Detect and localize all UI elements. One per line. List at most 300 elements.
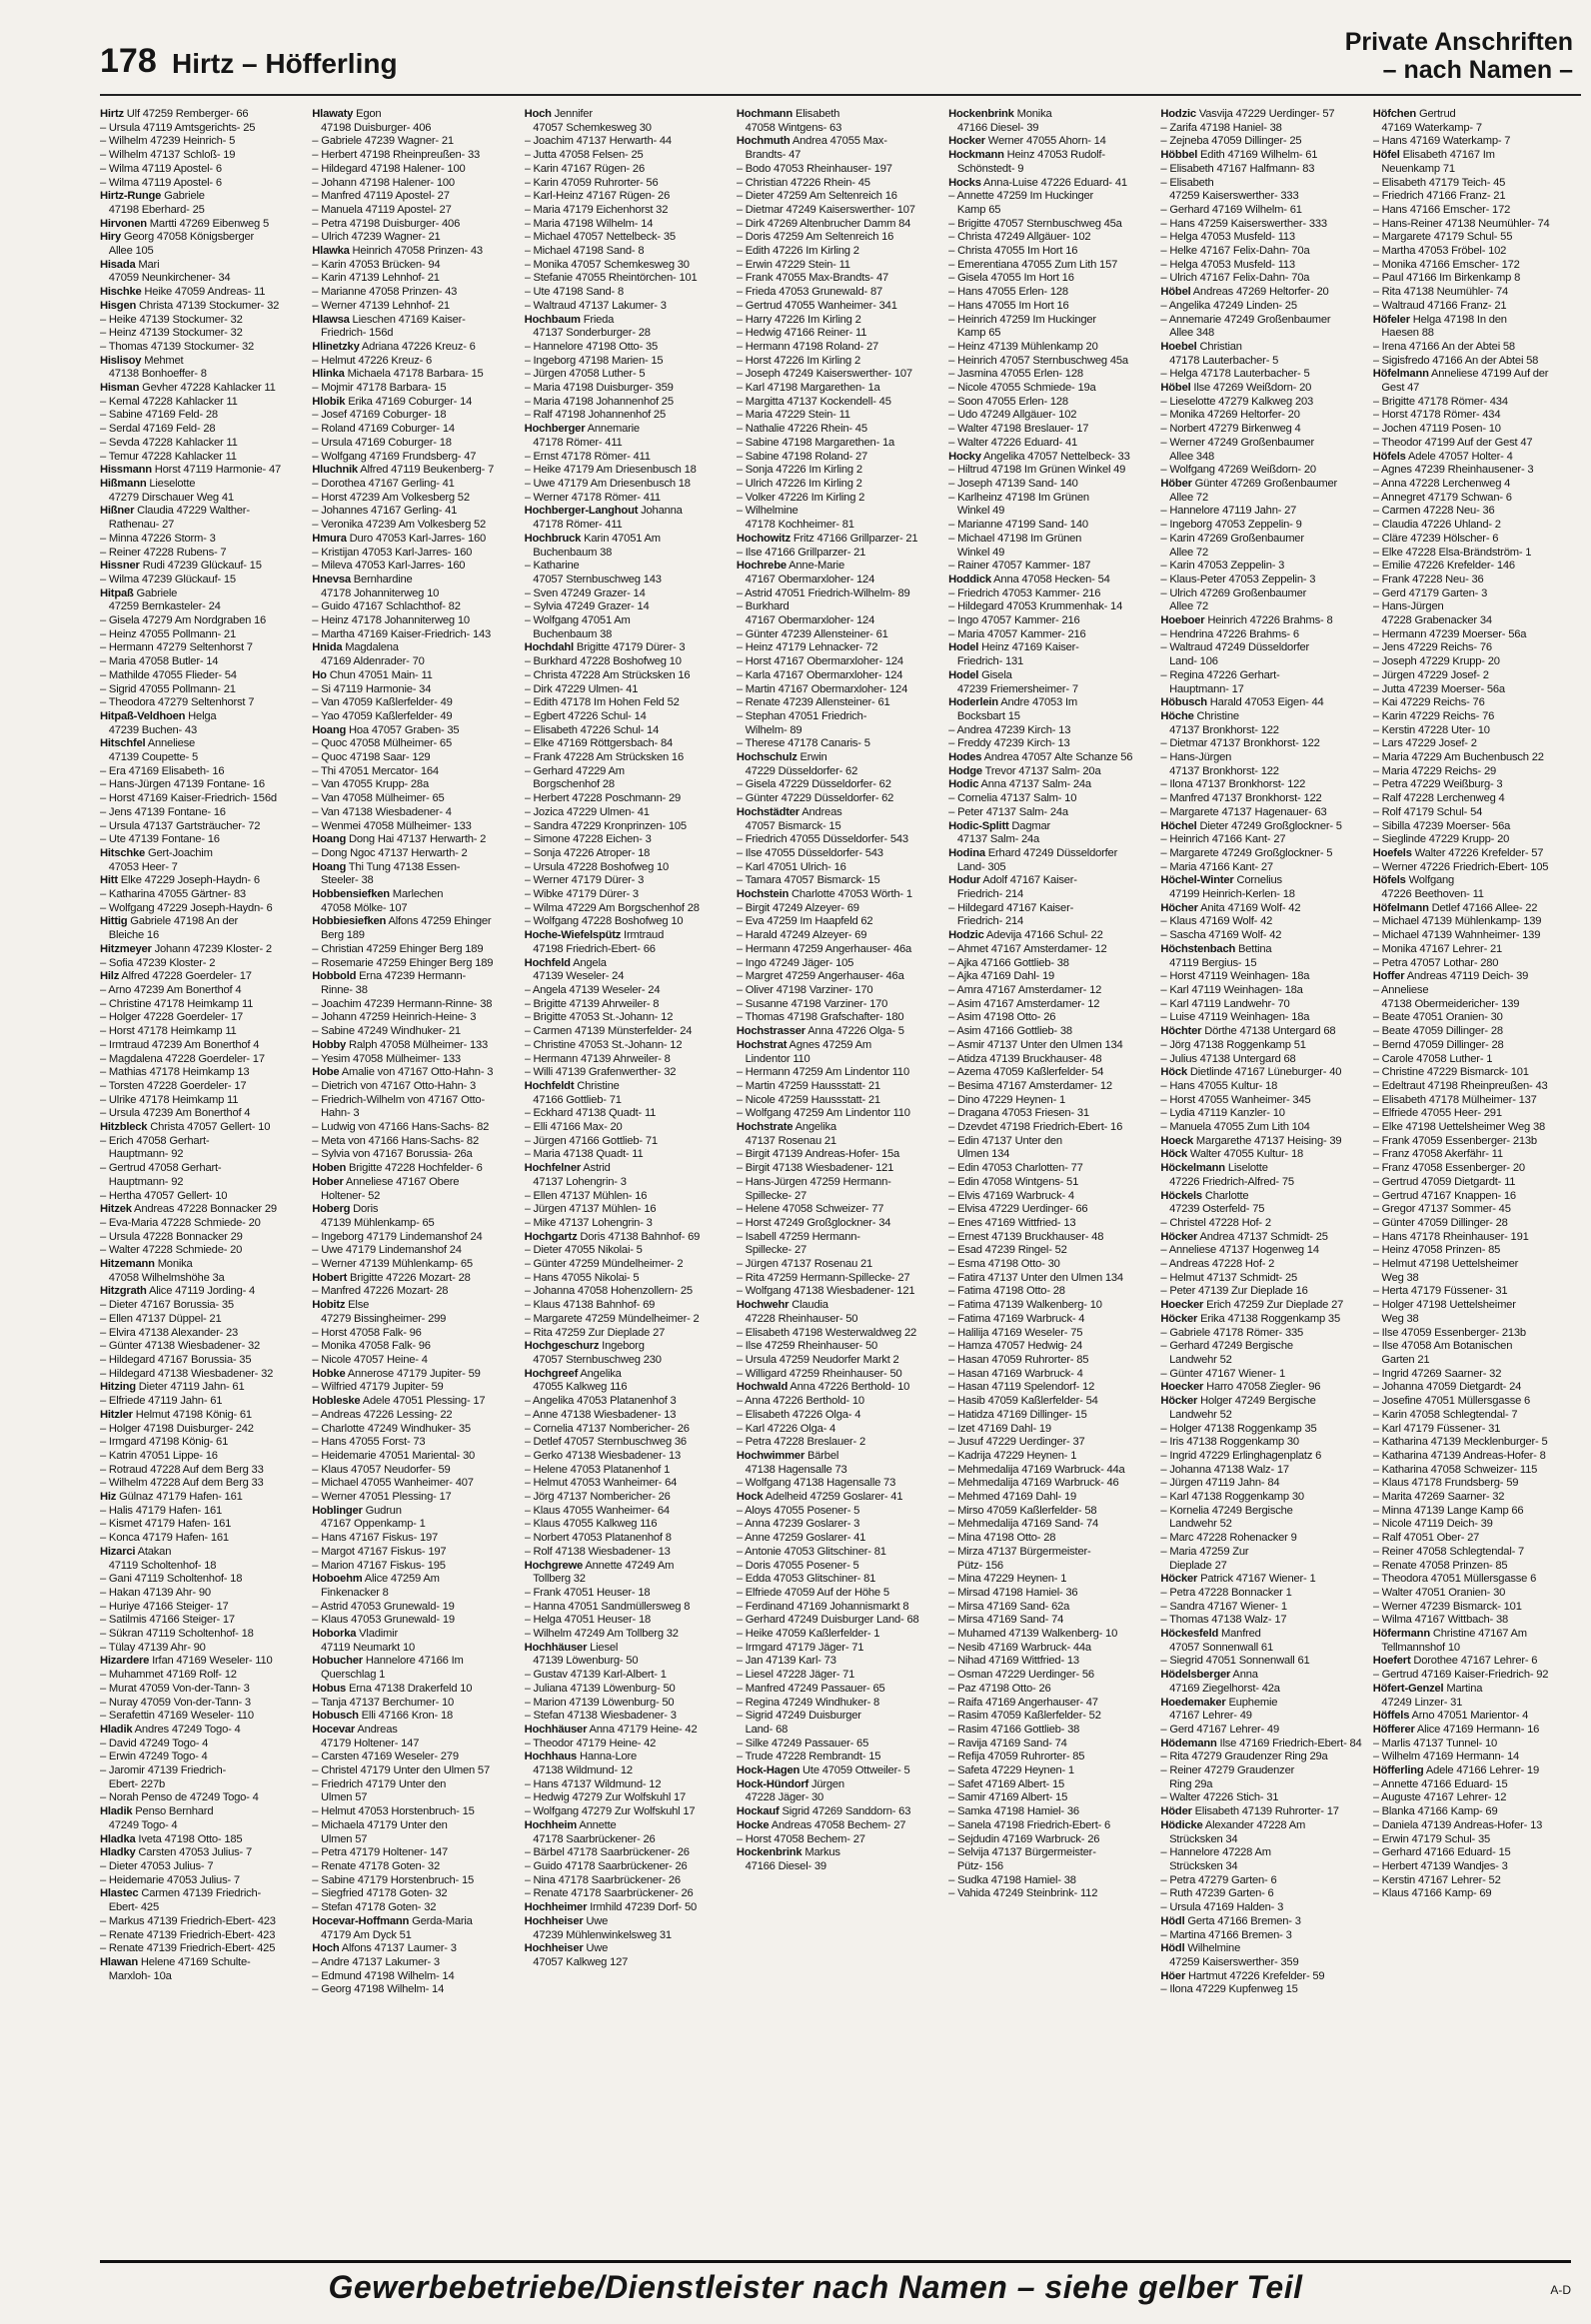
- directory-entry: – Heinz 47058 Prinzen- 85: [1372, 1244, 1501, 1257]
- directory-entry: – Renate 47139 Friedrich-Ebert- 425: [100, 1942, 276, 1955]
- directory-entry: – Elfriede 47119 Jahn- 61: [100, 1395, 223, 1408]
- directory-entry: – Nuray 47059 Von-der-Tann- 3: [100, 1696, 251, 1709]
- directory-entry: Hochdahl Brigitte 47179 Dürer- 3: [524, 641, 686, 654]
- section-subtitle: – nach Namen –: [1382, 56, 1573, 84]
- directory-entry: Hochgartz Doris 47138 Bahnhof- 69: [524, 1230, 701, 1243]
- directory-entry: Hitschke Gert-Joachim: [100, 846, 213, 859]
- directory-entry: Hobbold Erna 47239 Hermann-: [312, 970, 467, 983]
- directory-entry: Hlinetzky Adriana 47226 Kreuz- 6: [312, 340, 476, 353]
- directory-entry: – Irena 47166 An der Abtei 58: [1372, 340, 1515, 353]
- directory-entry: Hoch Alfons 47137 Laumer- 3: [312, 1942, 457, 1955]
- directory-entry: – Lieselotte 47279 Kalkweg 203: [1160, 395, 1314, 408]
- directory-entry: Buchenbaum 38: [524, 546, 613, 559]
- directory-entry: Hochfeldt Christine: [524, 1079, 620, 1092]
- directory-entry: – Jaromir 47139 Friedrich-: [100, 1764, 226, 1777]
- directory-entry: – Kerstin 47167 Lehrer- 52: [1372, 1873, 1501, 1886]
- directory-entry: – Jens 47139 Fontane- 16: [100, 805, 226, 818]
- directory-entry: – Günter 47167 Wiener- 1: [1160, 1367, 1285, 1380]
- directory-entry: – Eva 47259 Im Haapfeld 62: [736, 915, 873, 928]
- directory-entry: – Vahida 47249 Steinbrink- 112: [948, 1887, 1098, 1900]
- directory-entry: – Friedrich-Wilhelm von 47167 Otto-: [312, 1093, 485, 1106]
- directory-entry: – Petra 47228 Bonnacker 1: [1160, 1586, 1292, 1599]
- directory-entry: – Sükran 47119 Scholtenhof- 18: [100, 1628, 254, 1641]
- directory-entry: – Dirk 47229 Ulmen- 41: [524, 682, 639, 695]
- directory-entry: – Martina 47166 Bremen- 3: [1160, 1928, 1292, 1941]
- directory-entry: – Annegret 47179 Schwan- 6: [1372, 491, 1512, 504]
- directory-entry: – Willi 47139 Grafenwerther- 32: [524, 1066, 677, 1079]
- directory-entry: – Wolfgang 47228 Boshofweg 10: [524, 915, 684, 928]
- directory-entry: – Rita 47279 Graudenzer Ring 29a: [1160, 1750, 1328, 1763]
- directory-entry: – Elvis 47169 Warbruck- 4: [948, 1189, 1074, 1202]
- directory-entry: – Uwe 47179 Lindemanshof 24: [312, 1244, 462, 1257]
- directory-entry: – Werner 47249 Großenbaumer: [1160, 436, 1315, 449]
- directory-entry: – Ingo 47249 Jäger- 105: [736, 956, 854, 969]
- directory-entry: Hlawsa Lieschen 47169 Kaiser-: [312, 313, 466, 326]
- directory-entry: – Günter 47138 Wiesbadener- 32: [100, 1340, 261, 1353]
- directory-entry: Holtener- 52: [312, 1189, 381, 1202]
- section-title: Private Anschriften: [1344, 28, 1573, 56]
- directory-entry: – Asmir 47137 Unter den Ulmen 134: [948, 1038, 1123, 1051]
- directory-entry: 47137 Bronkhorst- 122: [1160, 723, 1279, 736]
- directory-entry: – Mehmed 47169 Dahl- 19: [948, 1491, 1077, 1504]
- directory-entry: – Christian 47226 Rhein- 45: [736, 176, 870, 189]
- directory-entry: Hizardere Irfan 47169 Weseler- 110: [100, 1655, 273, 1668]
- directory-entry: Hißmann Lieselotte: [100, 477, 196, 490]
- directory-entry: – Minna 47139 Lange Kamp 66: [1372, 1504, 1524, 1517]
- directory-entry: – Gerhard 47249 Duisburger Land- 68: [736, 1614, 919, 1627]
- directory-entry: Friedrich- 214: [948, 888, 1024, 901]
- directory-entry: – Thi 47051 Mercator- 164: [312, 764, 439, 777]
- directory-entry: – Birgit 47138 Wiesbadener- 121: [736, 1162, 894, 1175]
- directory-entry: Hodina Erhard 47249 Düsseldorfer: [948, 846, 1118, 859]
- directory-entry: – Fatima 47169 Warbruck- 4: [948, 1312, 1085, 1325]
- directory-entry: – Wilma 47239 Glückauf- 15: [100, 573, 236, 585]
- directory-entry: – Hermann 47259 Am Lindentor 110: [736, 1066, 909, 1079]
- directory-entry: – Bodo 47053 Rheinhauser- 197: [736, 162, 892, 175]
- directory-entry: – Karl 47051 Ulrich- 16: [736, 860, 846, 873]
- directory-entry: – Friedrich 47055 Düsseldorfer- 543: [736, 833, 908, 846]
- directory-entry: – Theodor 47199 Auf der Gest 47: [1372, 436, 1533, 449]
- directory-entry: – Theodor 47179 Heine- 42: [524, 1737, 657, 1749]
- directory-entry: – Helmut 47226 Kreuz- 6: [312, 354, 433, 367]
- directory-entry: – Werner 47226 Friedrich-Ebert- 105: [1372, 860, 1549, 873]
- directory-entry: – Ute 47139 Fontane- 16: [100, 833, 220, 846]
- directory-entry: – Hildegard 47053 Krummenhak- 14: [948, 600, 1123, 613]
- directory-entry: – Elfriede 47055 Heer- 291: [1372, 1107, 1502, 1120]
- directory-entry: – Dietrich von 47167 Otto-Hahn- 3: [312, 1079, 477, 1092]
- directory-entry: – Ingeborg 47179 Lindemanshof 24: [312, 1230, 483, 1243]
- directory-entry: Hitzek Andreas 47228 Bonnacker 29: [100, 1203, 277, 1216]
- directory-entry: – Josef 47169 Coburger- 18: [312, 409, 447, 422]
- directory-entry: – Mirsad 47198 Hamiel- 36: [948, 1586, 1078, 1599]
- directory-entry: – Holger 47138 Roggenkamp 35: [1160, 1422, 1317, 1435]
- directory-entry: – Lars 47229 Josef- 2: [1372, 737, 1477, 750]
- directory-entry: – Klaus 47166 Kamp- 69: [1372, 1887, 1492, 1900]
- directory-entry: Hitt Elke 47229 Joseph-Haydn- 6: [100, 874, 260, 887]
- directory-entry: – Karin 47053 Brücken- 94: [312, 258, 441, 271]
- directory-entry: – Carsten 47169 Weseler- 279: [312, 1750, 459, 1763]
- directory-entry: – Wolfgang 47279 Zur Wolfskuhl 17: [524, 1805, 696, 1818]
- directory-entry: – Sabine 47198 Roland- 27: [736, 450, 868, 463]
- directory-entry: – Sevda 47228 Kahlacker 11: [100, 436, 238, 449]
- directory-entry: Hoebel Christian: [1160, 340, 1242, 353]
- directory-entry: – Marc 47228 Rohenacker 9: [1160, 1532, 1297, 1545]
- directory-entry: – Van 47058 Mülheimer- 65: [312, 792, 445, 805]
- directory-entry: – Petra 47279 Garten- 6: [1160, 1873, 1277, 1886]
- directory-entry: Hochberger-Langhout Johanna: [524, 505, 683, 518]
- directory-entry: – Susanne 47198 Varziner- 170: [736, 997, 888, 1010]
- directory-entry: – Helmut 47053 Horstenbruch- 15: [312, 1805, 475, 1818]
- directory-entry: – Annette 47259 Im Huckinger: [948, 190, 1094, 203]
- directory-entry: Höbel Andreas 47269 Heltorfer- 20: [1160, 286, 1329, 299]
- directory-entry: – Mike 47137 Lohengrin- 3: [524, 1216, 653, 1229]
- directory-entry: 47178 Saarbrückener- 26: [524, 1832, 656, 1845]
- directory-entry: – Jörg 47137 Nombericher- 26: [524, 1491, 671, 1504]
- directory-entry: – Hasan 47119 Spelendorf- 12: [948, 1381, 1095, 1394]
- directory-entry: – Ursula 47169 Halden- 3: [1160, 1901, 1284, 1914]
- directory-entry: – Tülay 47139 Ahr- 90: [100, 1641, 206, 1654]
- directory-entry: 47239 Buchen- 43: [100, 723, 197, 736]
- directory-entry: – Elvira 47138 Alexander- 23: [100, 1326, 239, 1339]
- directory-entry: – Oliver 47198 Varziner- 170: [736, 984, 873, 996]
- directory-entry: – Joseph 47229 Krupp- 20: [1372, 655, 1500, 668]
- directory-entry: Hödl Gerta 47166 Bremen- 3: [1160, 1914, 1301, 1927]
- directory-entry: – Elisabeth 47226 Olga- 4: [736, 1408, 861, 1421]
- directory-entry: 47059 Neunkirchener- 34: [100, 272, 231, 285]
- directory-entry: 47228 Rheinhauser- 50: [736, 1312, 858, 1325]
- directory-entry: Höer Hartmut 47226 Krefelder- 59: [1160, 1969, 1325, 1982]
- directory-entry: – Van 47055 Krupp- 28a: [312, 778, 429, 791]
- directory-entry: – Ilse 47055 Düsseldorfer- 543: [736, 846, 883, 859]
- directory-entry: Hochbruck Karin 47051 Am: [524, 532, 661, 545]
- directory-entry: Höbbel Edith 47169 Wilhelm- 61: [1160, 149, 1318, 162]
- directory-entry: – Ralf 47051 Ober- 27: [1372, 1532, 1480, 1545]
- directory-entry: Berg 189: [312, 929, 365, 942]
- directory-entry: Schönstedt- 9: [948, 162, 1024, 175]
- directory-entry: Höck Walter 47055 Kultur- 18: [1160, 1148, 1304, 1161]
- directory-entry: – Monika 47058 Falk- 96: [312, 1340, 431, 1353]
- directory-entry: – Mathias 47178 Heimkamp 13: [100, 1066, 250, 1079]
- directory-entry: Hochfelner Astrid: [524, 1162, 611, 1175]
- directory-entry: – Gerd 47179 Garten- 3: [1372, 586, 1488, 599]
- directory-entry: – Blanka 47166 Kamp- 69: [1372, 1805, 1498, 1818]
- directory-entry: – Nathalie 47226 Rhein- 45: [736, 423, 867, 436]
- directory-entry: – Christine 47178 Heimkamp 11: [100, 997, 254, 1010]
- directory-entry: – Margret 47259 Angerhauser- 46a: [736, 970, 904, 983]
- directory-entry: – Margitta 47137 Kockendell- 45: [736, 395, 891, 408]
- directory-entry: Haesen 88: [1372, 327, 1434, 340]
- directory-entry: – Carmen 47139 Münsterfelder- 24: [524, 1025, 693, 1038]
- directory-entry: Brandts- 47: [736, 149, 801, 162]
- directory-entry: Hitpaß Gabriele: [100, 586, 178, 599]
- directory-entry: – Jochen 47119 Posen- 10: [1372, 423, 1501, 436]
- directory-entry: – Sven 47249 Grazer- 14: [524, 586, 646, 599]
- directory-entry: Hissmann Horst 47119 Harmonie- 47: [100, 464, 281, 477]
- directory-entry: Kamp 65: [948, 203, 1001, 216]
- directory-entry: Höder Elisabeth 47139 Ruhrorter- 17: [1160, 1805, 1339, 1818]
- directory-entry: – Karl 47119 Weinhagen- 18a: [1160, 984, 1303, 996]
- directory-entry: Hobbiesiefken Alfons 47259 Ehinger: [312, 915, 492, 928]
- directory-entry: – Eva-Maria 47228 Schmiede- 20: [100, 1216, 261, 1229]
- directory-entry: – Samka 47198 Hamiel- 36: [948, 1805, 1079, 1818]
- directory-entry: – Thomas 47198 Grafschafter- 180: [736, 1011, 904, 1024]
- directory-entry: – Sieglinde 47229 Krupp- 20: [1372, 833, 1510, 846]
- directory-entry: – Karin 47053 Zeppelin- 3: [1160, 560, 1285, 573]
- directory-entry: – Mina 47229 Heynen- 1: [948, 1573, 1067, 1586]
- directory-entry: – Jozica 47229 Ulmen- 41: [524, 805, 650, 818]
- directory-entry: – Helmut 47198 Uettelsheimer: [1372, 1258, 1519, 1271]
- directory-entry: – Era 47169 Elisabeth- 16: [100, 764, 225, 777]
- directory-column: [1373, 108, 1575, 2250]
- directory-entry: Hislisoy Mehmet: [100, 354, 184, 367]
- directory-entry: – Christel 47179 Unter den Ulmen 57: [312, 1764, 490, 1777]
- directory-entry: Höckels Charlotte: [1160, 1189, 1249, 1202]
- directory-entry: Bleiche 16: [100, 929, 159, 942]
- directory-entry: 47228 Grabenacker 34: [1372, 614, 1492, 627]
- directory-entry: – Werner 47179 Dürer- 3: [524, 874, 645, 887]
- directory-entry: – Heike 47059 Kaßlerfelder- 1: [736, 1628, 880, 1641]
- directory-entry: – Van 47059 Kaßlerfelder- 49: [312, 696, 453, 709]
- footer-mark: A-D: [1550, 2283, 1571, 2297]
- directory-entry: – Gregor 47137 Sommer- 45: [1372, 1203, 1511, 1216]
- directory-entry: – Elisabeth 47179 Teich- 45: [1372, 176, 1506, 189]
- directory-entry: Hock-Hagen Ute 47059 Ottweiler- 5: [736, 1764, 910, 1777]
- directory-entry: – Sabine 47169 Feld- 28: [100, 409, 218, 422]
- directory-column: [312, 108, 514, 2250]
- directory-entry: Hocke Andreas 47058 Bechem- 27: [736, 1818, 906, 1831]
- directory-entry: – Tamara 47057 Bismarck- 15: [736, 874, 880, 887]
- directory-entry: Hodur Adolf 47167 Kaiser-: [948, 874, 1077, 887]
- directory-entry: Hochstrasser Anna 47226 Olga- 5: [736, 1025, 904, 1038]
- directory-entry: Hochgreef Angelika: [524, 1367, 622, 1380]
- directory-entry: – Margot 47167 Fiskus- 197: [312, 1545, 447, 1558]
- directory-entry: Hlobik Erika 47169 Coburger- 14: [312, 395, 473, 408]
- directory-entry: – Ralf 47198 Johannenhof 25: [524, 409, 666, 422]
- directory-entry: – Elke 47228 Elsa-Brändström- 1: [1372, 546, 1532, 559]
- directory-entry: Hitzbleck Christa 47057 Gellert- 10: [100, 1121, 271, 1134]
- directory-entry: – Michael 47198 Im Grünen: [948, 532, 1082, 545]
- directory-entry: – Dieter 47167 Borussia- 35: [100, 1299, 234, 1312]
- directory-entry: – Jutta 47239 Moerser- 56a: [1372, 682, 1505, 695]
- directory-entry: – Sonja 47226 Im Kirling 2: [736, 464, 862, 477]
- directory-entry: Hlinka Michaela 47178 Barbara- 15: [312, 368, 484, 381]
- directory-entry: – Wolfgang 47169 Frundsberg- 47: [312, 450, 477, 463]
- directory-entry: Hockenbrink Monika: [948, 108, 1052, 120]
- directory-entry: Höcker Andrea 47137 Schmidt- 25: [1160, 1230, 1328, 1243]
- directory-entry: – Raifa 47169 Angerhauser- 47: [948, 1696, 1098, 1709]
- directory-entry: – Erwin 47249 Togo- 4: [100, 1750, 208, 1763]
- directory-entry: Hoborka Vladimir: [312, 1628, 398, 1641]
- directory-entry: Höfert-Genzel Martina: [1372, 1682, 1483, 1695]
- directory-entry: – Gustav 47139 Karl-Albert- 1: [524, 1669, 667, 1682]
- directory-entry: – Quoc 47198 Saar- 129: [312, 751, 431, 764]
- directory-entry: – Rainer 47057 Kammer- 187: [948, 560, 1091, 573]
- directory-entry: – Johanna 47138 Walz- 17: [1160, 1463, 1289, 1476]
- directory-entry: Rathenau- 27: [100, 519, 175, 532]
- directory-entry: – Wolfgang 47051 Am: [524, 614, 631, 627]
- directory-entry: Hisada Mari: [100, 258, 160, 271]
- directory-entry: Höchter Dörthe 47138 Untergard 68: [1160, 1025, 1336, 1038]
- directory-entry: Hisgen Christa 47139 Stockumer- 32: [100, 299, 280, 312]
- directory-entry: – Hermann 47259 Angerhauser- 46a: [736, 942, 912, 955]
- directory-entry: – Ulrich 47239 Wagner- 21: [312, 231, 441, 244]
- directory-entry: – Karlheinz 47198 Im Grünen: [948, 491, 1089, 504]
- directory-entry: – Asim 47198 Otto- 26: [948, 1011, 1056, 1024]
- directory-entry: Höcker Patrick 47167 Wiener- 1: [1160, 1573, 1316, 1586]
- directory-entry: – Martin 47167 Obermarxloher- 124: [736, 682, 908, 695]
- page-footer: [100, 2260, 1571, 2313]
- directory-entry: Hitzmeyer Johann 47239 Kloster- 2: [100, 942, 272, 955]
- directory-entry: – Jens 47229 Reichs- 76: [1372, 641, 1492, 654]
- directory-entry: – Kadrija 47229 Heynen- 1: [948, 1449, 1077, 1462]
- directory-entry: Hitpaß-Veldhoen Helga: [100, 709, 217, 722]
- directory-entry: – Beate 47059 Dillinger- 28: [1372, 1025, 1503, 1038]
- directory-entry: Hochheimer Irmhild 47239 Dorf- 50: [524, 1901, 698, 1914]
- directory-entry: – Rita 47138 Neumühler- 74: [1372, 286, 1509, 299]
- directory-entry: – Nicole 47057 Heine- 4: [312, 1353, 428, 1366]
- directory-entry: Land- 106: [1160, 655, 1218, 668]
- directory-entry: – Huriye 47166 Steiger- 17: [100, 1600, 229, 1613]
- directory-entry: – Temur 47228 Kahlacker 11: [100, 450, 237, 463]
- directory-entry: – Jürgen 47058 Luther- 5: [524, 368, 646, 381]
- directory-entry: – Jürgen 47166 Gottlieb- 71: [524, 1134, 658, 1147]
- directory-entry: Hobe Amalie von 47167 Otto-Hahn- 3: [312, 1066, 494, 1079]
- directory-entry: Höfels Adele 47057 Holter- 4: [1372, 450, 1513, 463]
- directory-entry: 47058 Wintgens- 63: [736, 121, 842, 134]
- directory-entry: – Stephan 47051 Friedrich-: [736, 709, 867, 722]
- directory-entry: – Anna 47228 Lerchenweg 4: [1372, 477, 1511, 490]
- directory-entry: – Isabell 47259 Hermann-: [736, 1230, 860, 1243]
- directory-entry: Hodzic Adevija 47166 Schul- 22: [948, 929, 1103, 942]
- directory-entry: Hiry Georg 47058 Königsberger: [100, 231, 255, 244]
- directory-entry: – Georg 47198 Wilhelm- 14: [312, 1983, 445, 1996]
- directory-entry: – Herta 47179 Füssener- 31: [1372, 1285, 1508, 1298]
- directory-entry: Weg 38: [1372, 1312, 1419, 1325]
- directory-entry: – Harald 47249 Alzeyer- 69: [736, 929, 867, 942]
- directory-entry: – Horst 47167 Obermarxloher- 124: [736, 655, 903, 668]
- directory-entry: – Sigisfredo 47166 An der Abtei 58: [1372, 354, 1539, 367]
- directory-entry: – Katharina 47139 Mecklenburger- 5: [1372, 1436, 1548, 1449]
- directory-entry: Hnevsa Bernhardine: [312, 573, 413, 585]
- directory-entry: – Walter 47051 Oranien- 30: [1372, 1586, 1506, 1599]
- directory-entry: – Marita 47269 Saarner- 32: [1372, 1491, 1505, 1504]
- directory-entry: – Ingeborg 47053 Zeppelin- 9: [1160, 519, 1302, 532]
- directory-entry: – Karin 47167 Rügen- 26: [524, 162, 645, 175]
- directory-entry: – Manfred 47226 Mozart- 28: [312, 1285, 449, 1298]
- directory-entry: Spillecke- 27: [736, 1189, 807, 1202]
- directory-entry: – Edin 47058 Wintgens- 51: [948, 1175, 1079, 1188]
- directory-entry: Landwehr 52: [1160, 1353, 1232, 1366]
- directory-entry: – Manfred 47119 Apostel- 27: [312, 190, 450, 203]
- directory-entry: – Anne 47259 Goslarer- 41: [736, 1532, 866, 1545]
- directory-entry: – Horst 47055 Wanheimer- 345: [1160, 1093, 1311, 1106]
- directory-entry: – Reiner 47058 Schlegtendal- 7: [1372, 1545, 1525, 1558]
- directory-entry: 47139 Weseler- 24: [524, 970, 625, 983]
- directory-entry: – Franz 47058 Akerfähr- 11: [1372, 1148, 1503, 1161]
- directory-entry: 47137 Salm- 24a: [948, 833, 1040, 846]
- directory-entry: – Uwe 47179 Am Driesenbusch 18: [524, 477, 691, 490]
- directory-entry: Höcker Holger 47249 Bergische: [1160, 1395, 1316, 1408]
- directory-entry: – Werner 47239 Bismarck- 101: [1372, 1600, 1522, 1613]
- directory-entry: Bocksbart 15: [948, 709, 1020, 722]
- directory-entry: – Lydia 47119 Kanzler- 10: [1160, 1107, 1285, 1120]
- directory-entry: – Heinrich 47259 Im Huckinger: [948, 313, 1096, 326]
- directory-column: [1160, 108, 1362, 2250]
- directory-column: [525, 108, 727, 2250]
- directory-entry: – Van 47138 Wiesbadener- 4: [312, 805, 452, 818]
- directory-entry: – Trude 47228 Rembrandt- 15: [736, 1750, 881, 1763]
- directory-entry: – Sonja 47226 Atroper- 18: [524, 846, 651, 859]
- directory-entry: – Satilmis 47166 Steiger- 17: [100, 1614, 235, 1627]
- directory-entry: 47239 Osterfeld- 75: [1160, 1203, 1265, 1216]
- directory-entry: Gest 47: [1372, 382, 1420, 395]
- directory-entry: Hödicke Alexander 47228 Am: [1160, 1818, 1306, 1831]
- directory-entry: Hodel Gisela: [948, 668, 1012, 681]
- page-header: [0, 0, 1591, 96]
- directory-entry: – Udo 47249 Allgäuer- 102: [948, 409, 1077, 422]
- directory-entry: – Magdalena 47228 Goerdeler- 17: [100, 1052, 265, 1065]
- directory-entry: – Gisela 47055 Im Hort 16: [948, 272, 1074, 285]
- directory-entry: – Brigitte 47178 Römer- 434: [1372, 395, 1508, 408]
- directory-entry: – Hasan 47169 Warbruck- 4: [948, 1367, 1083, 1380]
- directory-entry: – Soon 47055 Erlen- 128: [948, 395, 1068, 408]
- directory-entry: Hock-Hündorf Jürgen: [736, 1777, 844, 1790]
- directory-entry: – Petra 47229 Weißburg- 3: [1372, 778, 1503, 791]
- directory-entry: – Hans-Jürgen: [1160, 751, 1232, 764]
- directory-entry: Höck Dietlinde 47167 Lüneburger- 40: [1160, 1066, 1342, 1079]
- directory-entry: – Ellen 47137 Mühlen- 16: [524, 1189, 648, 1202]
- directory-entry: – Astrid 47053 Grunewald- 19: [312, 1600, 455, 1613]
- directory-entry: – Christine 47229 Bismarck- 101: [1372, 1066, 1529, 1079]
- directory-entry: Hodge Trevor 47137 Salm- 20a: [948, 764, 1101, 777]
- directory-entry: – Ursula 47228 Boshofweg 10: [524, 860, 670, 873]
- directory-entry: Hoedemaker Euphemie: [1160, 1696, 1278, 1709]
- directory-entry: – Dragana 47053 Friesen- 31: [948, 1107, 1089, 1120]
- directory-entry: – Horst 47178 Römer- 434: [1372, 409, 1501, 422]
- directory-entry: – Anneliese 47137 Hogenweg 14: [1160, 1244, 1319, 1257]
- directory-entry: – Manfred 47249 Passauer- 65: [736, 1682, 885, 1695]
- directory-entry: – Norbert 47053 Platanenhof 8: [524, 1532, 672, 1545]
- directory-entry: – Katrin 47051 Lippe- 16: [100, 1449, 218, 1462]
- directory-entry: – Annemarie 47249 Großenbaumer: [1160, 313, 1331, 326]
- directory-entry: – Ute 47198 Sand- 8: [524, 286, 625, 299]
- directory-entry: – Hildegard 47138 Wiesbadener- 32: [100, 1367, 274, 1380]
- directory-entry: Höchel-Winter Cornelius: [1160, 874, 1282, 887]
- directory-entry: Hoeboer Heinrich 47226 Brahms- 8: [1160, 614, 1333, 627]
- directory-entry: – Gertrud 47058 Gerhart-: [100, 1162, 222, 1175]
- directory-entry: – Kornelia 47249 Bergische: [1160, 1504, 1293, 1517]
- directory-entry: – Reiner 47228 Rubens- 7: [100, 546, 227, 559]
- directory-entry: – Friedrich 47179 Unter den: [312, 1777, 447, 1790]
- directory-entry: Hochbaum Frieda: [524, 313, 615, 326]
- directory-entry: – Michael 47198 Sand- 8: [524, 245, 645, 258]
- directory-entry: Hitzler Helmut 47198 König- 61: [100, 1408, 252, 1421]
- directory-entry: – Volker 47226 Im Kirling 2: [736, 491, 865, 504]
- directory-entry: Friedrich- 131: [948, 655, 1024, 668]
- directory-entry: – Carmen 47228 Neu- 36: [1372, 505, 1495, 518]
- directory-entry: Friedrich- 156d: [312, 327, 394, 340]
- directory-entry: – Sejdudin 47169 Warbruck- 26: [948, 1832, 1100, 1845]
- directory-entry: – Silke 47249 Passauer- 65: [736, 1737, 869, 1749]
- directory-entry: Land- 305: [948, 860, 1006, 873]
- directory-entry: Hlawka Heinrich 47058 Prinzen- 43: [312, 245, 483, 258]
- directory-entry: – Christa 47055 Im Hort 16: [948, 245, 1078, 258]
- directory-entry: – Brigitte 47139 Ahrweiler- 8: [524, 997, 660, 1010]
- directory-entry: – Ilse 47259 Rheinhauser- 50: [736, 1340, 878, 1353]
- directory-entry: – Sibilla 47239 Moerser- 56a: [1372, 819, 1511, 832]
- directory-entry: – Birgit 47139 Andreas-Hofer- 15a: [736, 1148, 900, 1161]
- directory-entry: – Wilhelm 47249 Am Tollberg 32: [524, 1628, 679, 1641]
